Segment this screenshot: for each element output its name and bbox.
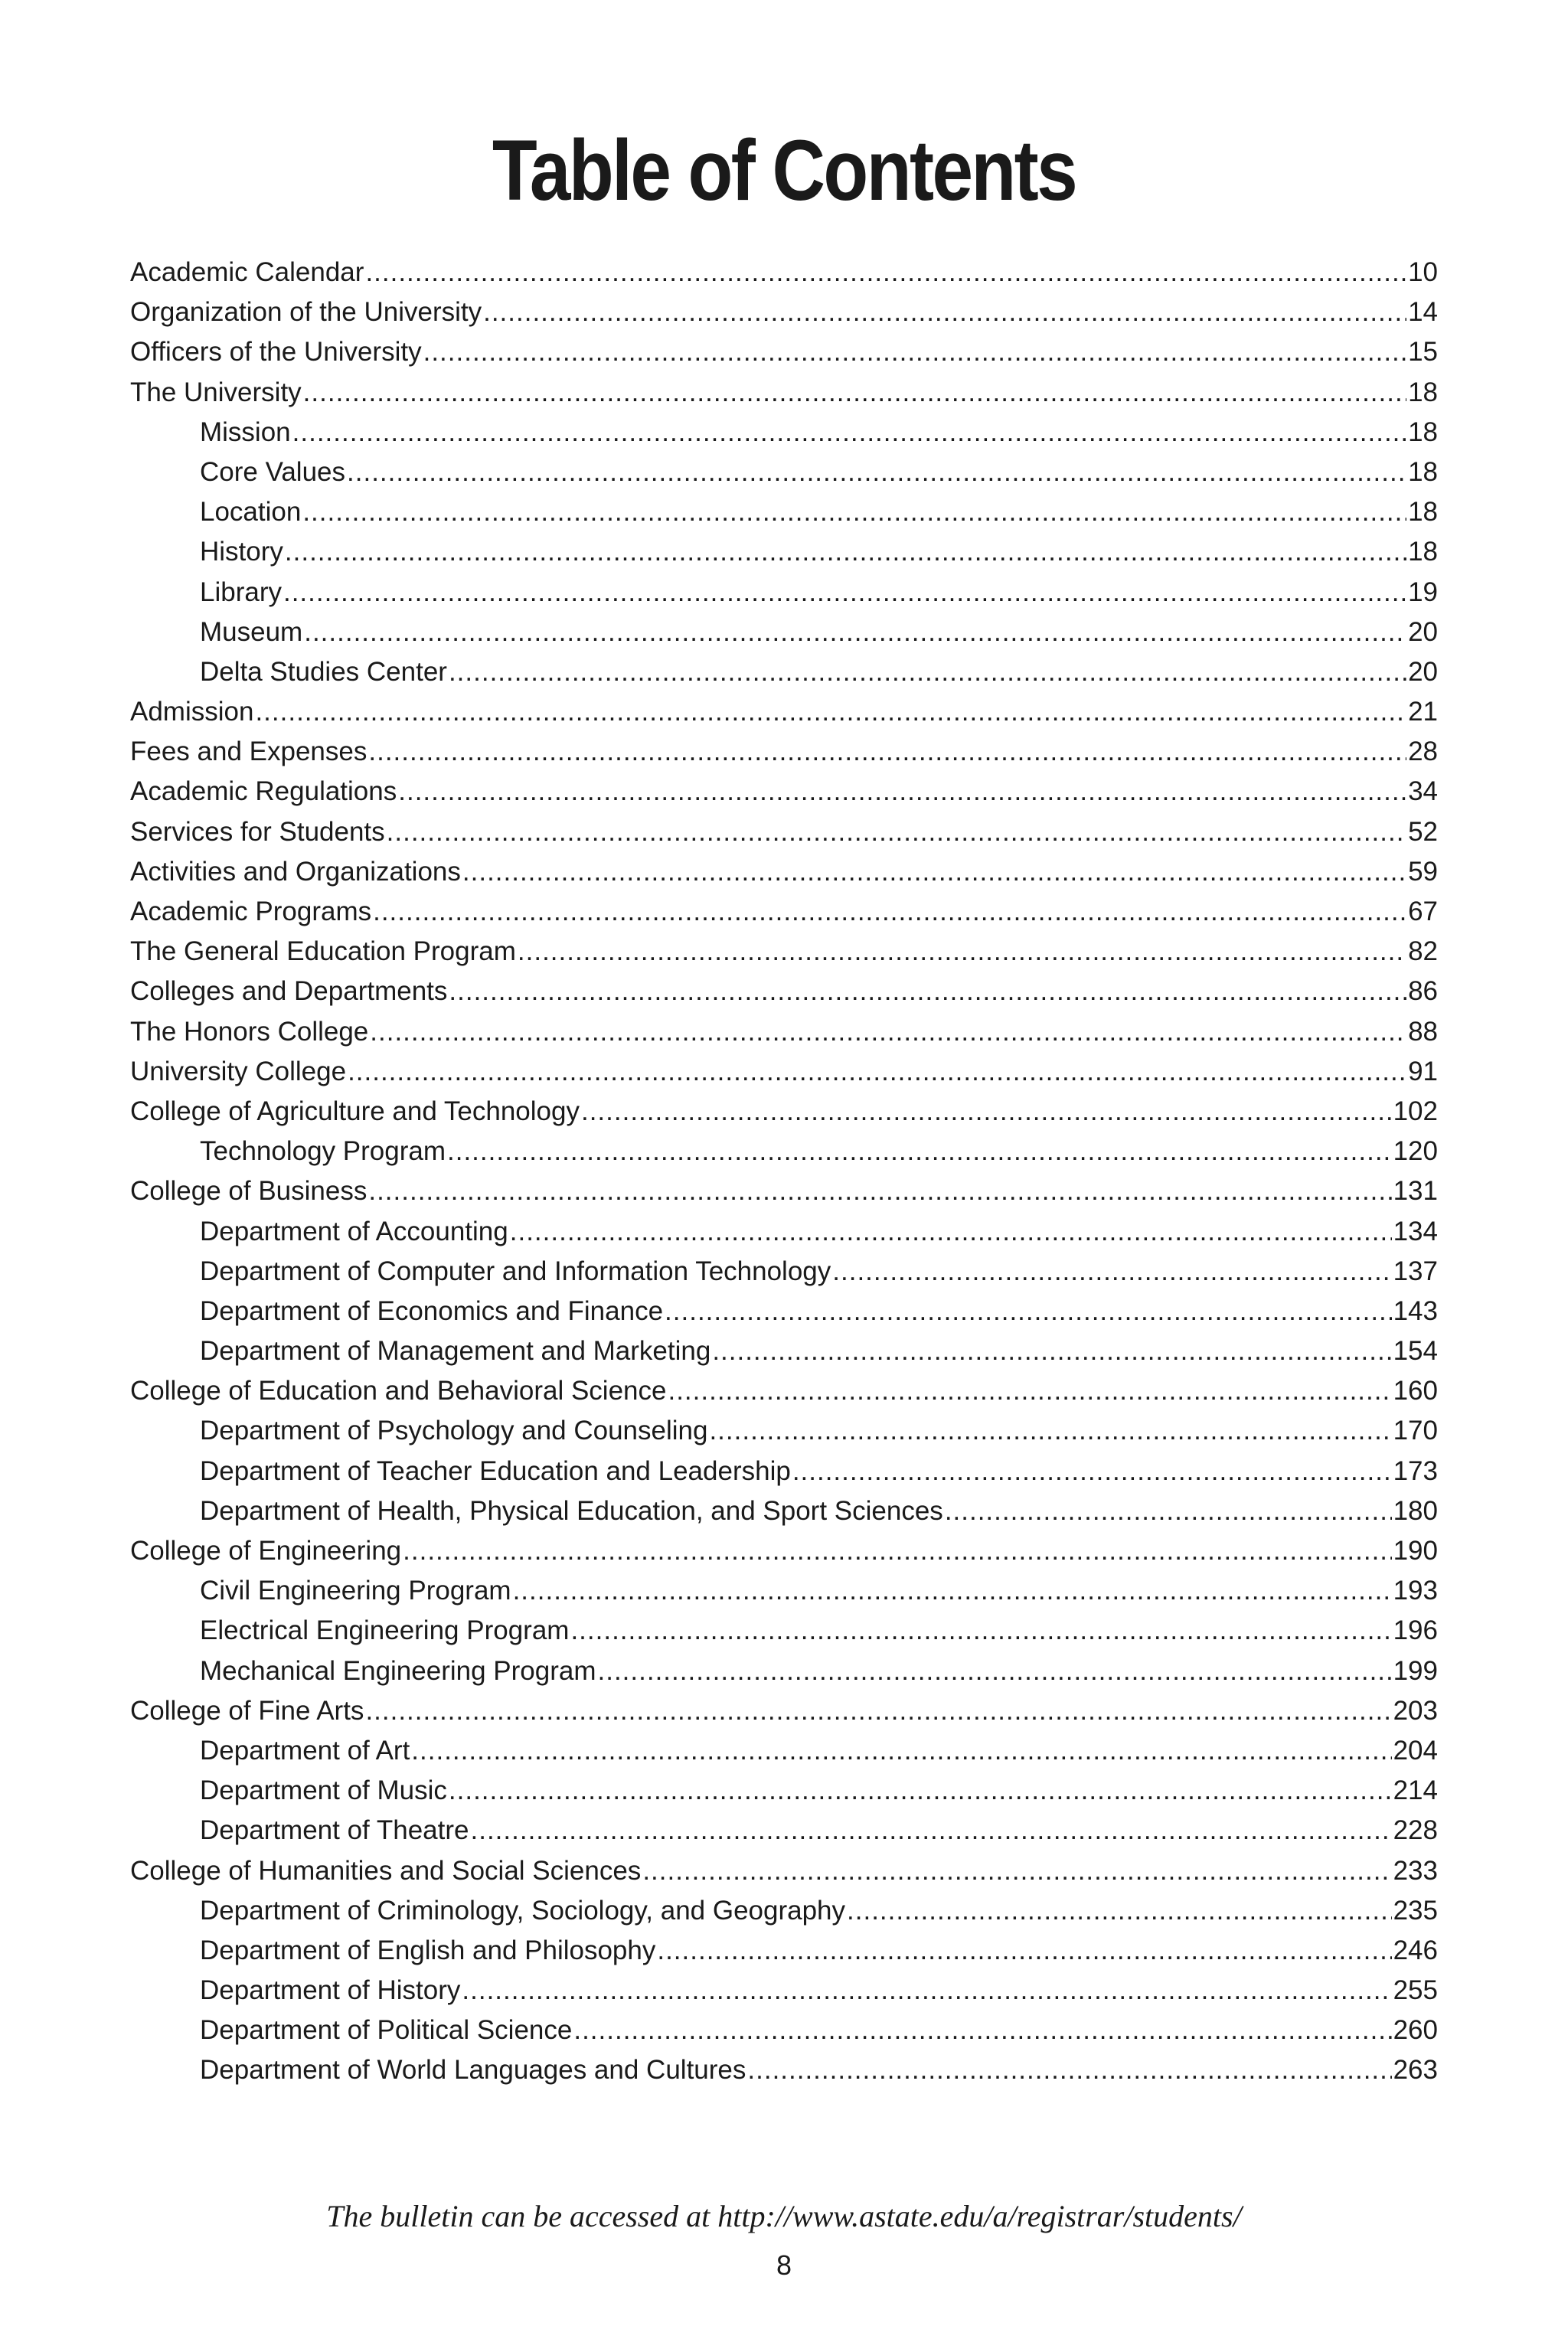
toc-entry-page-number: 18 (1408, 416, 1438, 447)
toc-entry (130, 1971, 1438, 2011)
toc-entry-label: College of Education and Behavioral Science (130, 1376, 667, 1406)
toc-entry-label: College of Business (130, 1176, 368, 1207)
toc-entry-label: Academic Programs (130, 897, 372, 926)
dot-leader (302, 492, 1406, 532)
dot-leader (303, 373, 1406, 413)
toc-entry-page-number: 86 (1408, 976, 1438, 1007)
dot-leader (462, 1971, 1391, 2011)
toc-entry-page-number: 20 (1408, 616, 1438, 647)
toc-entry-label: Department of History (200, 1975, 461, 2006)
toc-entry-label: Civil Engineering Program (200, 1576, 511, 1606)
dot-leader (368, 732, 1406, 772)
toc-entry (130, 772, 1438, 812)
toc-entry-page-number: 214 (1393, 1775, 1438, 1806)
dot-leader (403, 1531, 1391, 1571)
dot-leader (283, 573, 1406, 612)
toc-entry (130, 1491, 1438, 1531)
toc-entry-label: Academic Calendar (130, 257, 364, 287)
toc-entry-page-number: 260 (1393, 2015, 1438, 2046)
toc-entry-page-number: 263 (1393, 2055, 1438, 2086)
toc-entry (130, 492, 1438, 532)
toc-entry (130, 1771, 1438, 1811)
toc-entry-page-number: 52 (1408, 816, 1438, 847)
toc-entry-label: Officers of the University (130, 337, 422, 368)
toc-entry (130, 1611, 1438, 1651)
toc-entry-label: Fees and Expenses (130, 737, 368, 767)
toc-entry-label: Activities and Organizations (130, 856, 461, 887)
dot-leader (747, 2050, 1391, 2090)
toc-entry-label: Department of Management and Marketing (200, 1336, 711, 1367)
toc-entry-page-number: 199 (1393, 1655, 1438, 1686)
toc-entry-label: Location (200, 497, 302, 528)
toc-entry-label: Department of Computer and Information Technology (200, 1256, 831, 1286)
dot-leader (510, 1212, 1392, 1252)
toc-entry-page-number: 82 (1408, 936, 1438, 967)
dot-leader (471, 1811, 1392, 1851)
toc-entry (130, 932, 1438, 972)
toc-entry (130, 332, 1438, 372)
toc-entry-page-number: 160 (1393, 1376, 1438, 1406)
toc-entry (130, 1811, 1438, 1851)
toc-entry (130, 652, 1438, 692)
toc-entry-label: Colleges and Departments (130, 976, 448, 1007)
dot-leader (411, 1731, 1391, 1771)
toc-entry (130, 1531, 1438, 1571)
toc-entry (130, 253, 1438, 292)
dot-leader (712, 1331, 1391, 1371)
toc-entry-label: Services for Students (130, 816, 385, 847)
toc-entry-page-number: 255 (1393, 1975, 1438, 2006)
dot-leader (518, 932, 1406, 972)
toc-entry-page-number: 180 (1393, 1495, 1438, 1526)
toc-entry-label: Department of Theatre (200, 1815, 469, 1846)
toc-entry (130, 1331, 1438, 1371)
toc-entry (130, 1132, 1438, 1171)
toc-entry-page-number: 143 (1393, 1295, 1438, 1326)
toc-entry-label: University College (130, 1056, 347, 1086)
toc-entry-label: The Honors College (130, 1016, 369, 1047)
dot-leader (792, 1452, 1392, 1491)
toc-entry-label: Department of English and Philosophy (200, 1935, 656, 1965)
toc-entry (130, 612, 1438, 652)
toc-entry (130, 732, 1438, 772)
dot-leader (304, 612, 1406, 652)
toc-entry-page-number: 14 (1408, 297, 1438, 328)
dot-leader (365, 1691, 1391, 1731)
toc-entry (130, 1691, 1438, 1731)
dot-leader (365, 253, 1406, 292)
toc-entry (130, 1052, 1438, 1092)
toc-entry-page-number: 203 (1393, 1695, 1438, 1726)
toc-entry-label: Delta Studies Center (200, 656, 447, 687)
toc-entry (130, 1571, 1438, 1611)
dot-leader (847, 1891, 1392, 1931)
dot-leader (668, 1371, 1391, 1411)
toc-entry-page-number: 190 (1393, 1536, 1438, 1566)
dot-leader (348, 1052, 1406, 1092)
toc-entry-label: History (200, 537, 283, 567)
dot-leader (483, 292, 1406, 332)
toc-entry (130, 413, 1438, 452)
toc-entry-label: Technology Program (200, 1136, 446, 1167)
toc-entry-label: Mission (200, 416, 291, 447)
toc-entry-page-number: 173 (1393, 1455, 1438, 1486)
toc-entry-label: Library (200, 577, 282, 607)
toc-entry-page-number: 228 (1393, 1815, 1438, 1846)
toc-entry (130, 2011, 1438, 2050)
toc-entry-page-number: 193 (1393, 1576, 1438, 1606)
toc-entry-page-number: 18 (1408, 377, 1438, 407)
toc-entry (130, 1252, 1438, 1292)
toc-entry (130, 573, 1438, 612)
dot-leader (573, 2011, 1391, 2050)
toc-entry (130, 373, 1438, 413)
toc-entry-page-number: 59 (1408, 856, 1438, 887)
toc-entry-label: College of Humanities and Social Sciences (130, 1855, 642, 1886)
toc-entry (130, 1212, 1438, 1252)
toc-entry (130, 1931, 1438, 1971)
toc-entry-page-number: 20 (1408, 656, 1438, 687)
toc-entry-label: Department of Political Science (200, 2015, 573, 2046)
toc-entry-label: Museum (200, 616, 303, 647)
toc-entry-label: Core Values (200, 456, 346, 487)
toc-entry (130, 972, 1438, 1011)
dot-leader (709, 1411, 1391, 1451)
toc-entry-page-number: 246 (1393, 1935, 1438, 1965)
toc-entry-page-number: 67 (1408, 897, 1438, 926)
dot-leader (642, 1851, 1391, 1891)
toc-entry (130, 1851, 1438, 1891)
toc-entry (130, 292, 1438, 332)
toc-entry-page-number: 131 (1393, 1176, 1438, 1207)
dot-leader (570, 1611, 1391, 1651)
toc-entry-label: College of Agriculture and Technology (130, 1096, 580, 1126)
toc-entry-label: College of Fine Arts (130, 1695, 364, 1726)
dot-leader (513, 1571, 1392, 1611)
toc-entry-label: Department of Music (200, 1775, 447, 1806)
toc-entry (130, 1292, 1438, 1331)
toc-entry-page-number: 10 (1408, 257, 1438, 287)
toc-entry-label: Organization of the University (130, 297, 482, 328)
toc-entry-label: Electrical Engineering Program (200, 1615, 570, 1646)
dot-leader (423, 332, 1406, 372)
toc-entry-label: Department of Health, Physical Education, and Sport Sciences (200, 1495, 943, 1526)
toc-entry-page-number: 18 (1408, 537, 1438, 567)
toc-entry (130, 852, 1438, 892)
dot-leader (373, 892, 1406, 932)
toc-entry-label: Department of Psychology and Counseling (200, 1416, 708, 1446)
toc-entry (130, 692, 1438, 732)
toc-entry-page-number: 21 (1408, 697, 1438, 727)
toc-entry (130, 2050, 1438, 2090)
toc-entry-page-number: 102 (1393, 1096, 1438, 1126)
toc-entry-page-number: 134 (1393, 1216, 1438, 1246)
toc-entry-label: Academic Regulations (130, 776, 397, 807)
dot-leader (347, 452, 1406, 492)
dot-leader (665, 1292, 1392, 1331)
dot-leader (657, 1931, 1391, 1971)
toc-entry (130, 1891, 1438, 1931)
toc-entry-page-number: 233 (1393, 1855, 1438, 1886)
toc-entry-page-number: 137 (1393, 1256, 1438, 1286)
dot-leader (462, 852, 1406, 892)
toc-entry-label: College of Engineering (130, 1536, 402, 1566)
toc-entry-page-number: 204 (1393, 1735, 1438, 1766)
dot-leader (447, 1132, 1392, 1171)
toc-entry (130, 1371, 1438, 1411)
toc-entry-page-number: 88 (1408, 1016, 1438, 1047)
table-of-contents (130, 253, 1438, 2091)
toc-entry (130, 892, 1438, 932)
toc-entry-label: Department of Accounting (200, 1216, 508, 1246)
toc-entry (130, 1651, 1438, 1691)
toc-entry-label: The University (130, 377, 302, 407)
toc-entry-page-number: 196 (1393, 1615, 1438, 1646)
toc-entry (130, 532, 1438, 572)
toc-entry-label: Department of Teacher Education and Leadership (200, 1455, 791, 1486)
toc-entry-page-number: 120 (1393, 1136, 1438, 1167)
toc-entry (130, 1411, 1438, 1451)
toc-entry-page-number: 18 (1408, 497, 1438, 528)
dot-leader (285, 532, 1406, 572)
dot-leader (449, 972, 1406, 1011)
toc-entry-label: Admission (130, 697, 254, 727)
dot-leader (368, 1171, 1391, 1211)
dot-leader (449, 1771, 1392, 1811)
dot-leader (370, 1012, 1406, 1052)
toc-entry-label: The General Education Program (130, 936, 516, 967)
dot-leader (598, 1651, 1392, 1691)
dot-leader (449, 652, 1406, 692)
toc-entry (130, 452, 1438, 492)
toc-entry (130, 1171, 1438, 1211)
toc-entry-page-number: 28 (1408, 737, 1438, 767)
toc-entry-page-number: 18 (1408, 456, 1438, 487)
dot-leader (398, 772, 1406, 812)
toc-entry-page-number: 15 (1408, 337, 1438, 368)
dot-leader (292, 413, 1406, 452)
toc-entry-label: Department of Economics and Finance (200, 1295, 664, 1326)
toc-entry (130, 1731, 1438, 1771)
toc-entry-label: Department of Criminology, Sociology, and Geography (200, 1895, 846, 1926)
toc-entry-label: Mechanical Engineering Program (200, 1655, 596, 1686)
toc-entry (130, 1452, 1438, 1491)
toc-entry-page-number: 170 (1393, 1416, 1438, 1446)
toc-entry-page-number: 19 (1408, 577, 1438, 607)
toc-entry-page-number: 154 (1393, 1336, 1438, 1367)
dot-leader (945, 1491, 1392, 1531)
dot-leader (581, 1092, 1392, 1132)
toc-entry-label: Department of World Languages and Cultures (200, 2055, 746, 2086)
toc-entry-page-number: 34 (1408, 776, 1438, 807)
toc-entry-page-number: 235 (1393, 1895, 1438, 1926)
page-number: 8 (776, 2249, 792, 2281)
toc-entry (130, 1092, 1438, 1132)
dot-leader (387, 812, 1406, 852)
footer-note: The bulletin can be accessed at http://www.astate.edu/a/registrar/students/ (326, 2199, 1242, 2233)
toc-entry (130, 812, 1438, 852)
toc-entry-label: Department of Art (200, 1735, 410, 1766)
dot-leader (255, 692, 1406, 732)
dot-leader (832, 1252, 1391, 1292)
page-title: Table of Contents (492, 122, 1076, 218)
toc-entry-page-number: 91 (1408, 1056, 1438, 1086)
toc-entry (130, 1012, 1438, 1052)
